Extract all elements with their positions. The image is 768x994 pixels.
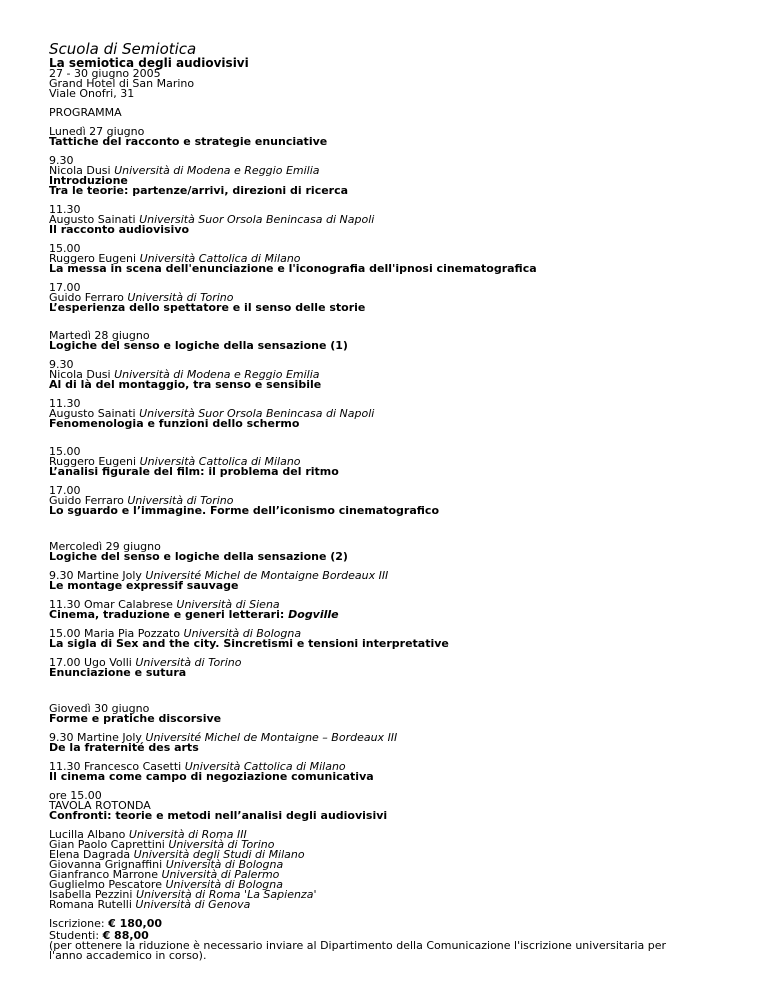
talk-title: Il racconto audiovisivo [49,223,190,236]
participant-name: Isabella Pezzini [49,888,133,901]
talk-time: 11.30 [49,203,81,216]
talk [49,360,768,390]
talk-title: Lo sguardo e l’immagine. Forme dell’iconismo cinematografico [49,504,439,517]
participant-affiliation: Università di Roma III [128,828,247,841]
participant-name: Lucilla Albano [49,828,126,841]
participant-list [49,830,768,910]
talk-affiliation: Université Michel de Montaigne – Bordeaux III [145,731,398,744]
event-venue: Grand Hotel di San Marino [49,77,195,90]
talk-affiliation: Università Suor Orsola Benincasa di Napoli [139,213,375,226]
talk [49,156,768,196]
talk-speaker: Omar Calabrese [84,598,173,611]
talk-title [49,610,768,620]
talk-affiliation: Università Suor Orsola Benincasa di Napoli [139,407,375,420]
day-date: Martedì 28 giugno [49,329,150,342]
talk-title: Introduzione [49,174,128,187]
talk-affiliation: Università di Torino [127,291,234,304]
talk [49,283,768,313]
talk-affiliation: Università di Siena [176,598,280,611]
event-dates: 27 - 30 giugno 2005 [49,67,161,80]
talk-title: Tra le teorie: partenze/arrivi, direzioni di ricerca [49,184,349,197]
talk-speaker: Guido Ferraro [49,494,124,507]
round-table-time: ore 15.00 [49,789,102,802]
talk-title: L’esperienza dello spettatore e il senso delle storie [49,301,366,314]
day-theme: Tattiche del racconto e strategie enunciative [49,135,328,148]
talk-affiliation: Università Cattolica di Milano [139,455,301,468]
talk-time: 11.30 [49,760,81,773]
talk-title: La messa in scena dell'enunciazione e l'iconografia dell'ipnosi cinematografica [49,262,537,275]
day-date: Giovedì 30 giugno [49,702,150,715]
participant-affiliation: Università di Torino [168,838,275,851]
participant [49,900,768,910]
talk-speaker: Nicola Dusi [49,164,111,177]
talk-time: 11.30 [49,397,81,410]
day-section [49,542,768,562]
participant-affiliation: Università di Palermo [161,868,280,881]
participant-affiliation: Università di Bologna [165,858,284,871]
day-section [49,331,768,351]
talk-affiliation: Université Michel de Montaigne Bordeaux III [145,569,389,582]
talk-time: 17.00 [49,484,81,497]
participant-name: Giovanna Grignaffini [49,858,163,871]
participant-affiliation: Università di Genova [135,898,251,911]
talk-speaker: Ugo Volli [84,656,132,669]
talk-time: 15.00 [49,242,81,255]
talk-title: La sigla di Sex and the city. Sincretismi e tensioni interpretative [49,637,449,650]
talk-title-film: Dogville [288,608,339,621]
talk-title: De la fraternité des arts [49,741,199,754]
talk-speaker: Guido Ferraro [49,291,124,304]
day-theme: Logiche del senso e logiche della sensazione (1) [49,339,348,352]
talk-time: 9.30 [49,731,74,744]
talk [49,762,768,782]
talk-speaker: Maria Pia Pozzato [84,627,181,640]
talk-time: 15.00 [49,445,81,458]
page-subtitle: La semiotica degli audiovisivi [49,56,249,70]
talk [49,486,768,516]
registration-value: € 180,00 [108,917,163,930]
event-address: Viale Onofri, 31 [49,87,135,100]
talk-speaker: Ruggero Eugeni [49,252,137,265]
talk-affiliation: Università di Modena e Reggio Emilia [114,368,320,381]
program-label: PROGRAMMA [49,106,122,119]
round-table-label: TAVOLA ROTONDA [49,799,151,812]
talk-time: 17.00 [49,281,81,294]
day-section [49,704,768,724]
talk-speaker: Francesco Casetti [84,760,182,773]
participant-name: Elena Dagrada [49,848,131,861]
talk [49,399,768,429]
talk [49,733,768,753]
talk-title-text: Cinema, traduzione e generi letterari: [49,608,289,621]
talk-affiliation: Università di Modena e Reggio Emilia [114,164,320,177]
participant-affiliation: Università degli Studi di Milano [133,848,305,861]
talk [49,447,768,477]
registration-label: Iscrizione: [49,917,109,930]
talk-time: 17.00 [49,656,81,669]
talk-affiliation: Università di Torino [135,656,242,669]
participant-affiliation: Università di Roma 'La Sapienza' [135,888,317,901]
talk-affiliation: Università di Bologna [183,627,302,640]
fees-section [49,919,768,961]
talk-title: Enunciazione e sutura [49,666,187,679]
fee-note: (per ottenere la riduzione è necessario inviare al Dipartimento della Comunicazione l'iscrizione universitaria per l'anno accademico in corso). [49,939,667,962]
talk [49,600,768,620]
talk-time: 11.30 [49,598,81,611]
talk-speaker: Ruggero Eugeni [49,455,137,468]
participant-name: Romana Rutelli [49,898,132,911]
talk-title: L’analisi figurale del film: il problema del ritmo [49,465,339,478]
talk-time: 9.30 [49,154,74,167]
talk [49,205,768,235]
day-date: Mercoledì 29 giugno [49,540,161,553]
talk-speaker: Nicola Dusi [49,368,111,381]
talk [49,244,768,274]
talk-speaker: Martine Joly [77,731,142,744]
talk-speaker: Augusto Sainati [49,407,136,420]
talk [49,629,768,649]
participant-name: Gian Paolo Caprettini [49,838,165,851]
day-theme: Logiche del senso e logiche della sensazione (2) [49,550,348,563]
talk-speaker: Martine Joly [77,569,142,582]
day-section [49,127,768,147]
talk-time: 15.00 [49,627,81,640]
day-theme: Forme e pratiche discorsive [49,712,222,725]
talk-time: 9.30 [49,358,74,371]
round-table-title: Confronti: teorie e metodi nell’analisi degli audiovisivi [49,809,388,822]
page-title: Scuola di Semiotica [49,40,197,58]
day-date: Lunedì 27 giugno [49,125,145,138]
round-table [49,791,768,821]
talk-speaker: Augusto Sainati [49,213,136,226]
participant-name: Guglielmo Pescatore [49,878,162,891]
event-info [49,69,768,99]
talk-title: Al di là del montaggio, tra senso e sensibile [49,378,322,391]
talk [49,571,768,591]
talk-affiliation: Università Cattolica di Milano [184,760,346,773]
talk-title: Fenomenologia e funzioni dello schermo [49,417,300,430]
talk [49,658,768,678]
talk-time: 9.30 [49,569,74,582]
students-label: Studenti: [49,929,103,942]
students-value: € 88,00 [102,929,149,942]
talk-affiliation: Università di Torino [127,494,234,507]
talk-speaker-line [49,166,768,176]
talk-title: Le montage expressif sauvage [49,579,239,592]
participant-name: Gianfranco Marrone [49,868,158,881]
registration-fee [49,919,768,929]
talk-title: Il cinema come campo di negoziazione comunicativa [49,770,374,783]
participant-affiliation: Università di Bologna [165,878,283,891]
talk-affiliation: Università Cattolica di Milano [139,252,301,265]
